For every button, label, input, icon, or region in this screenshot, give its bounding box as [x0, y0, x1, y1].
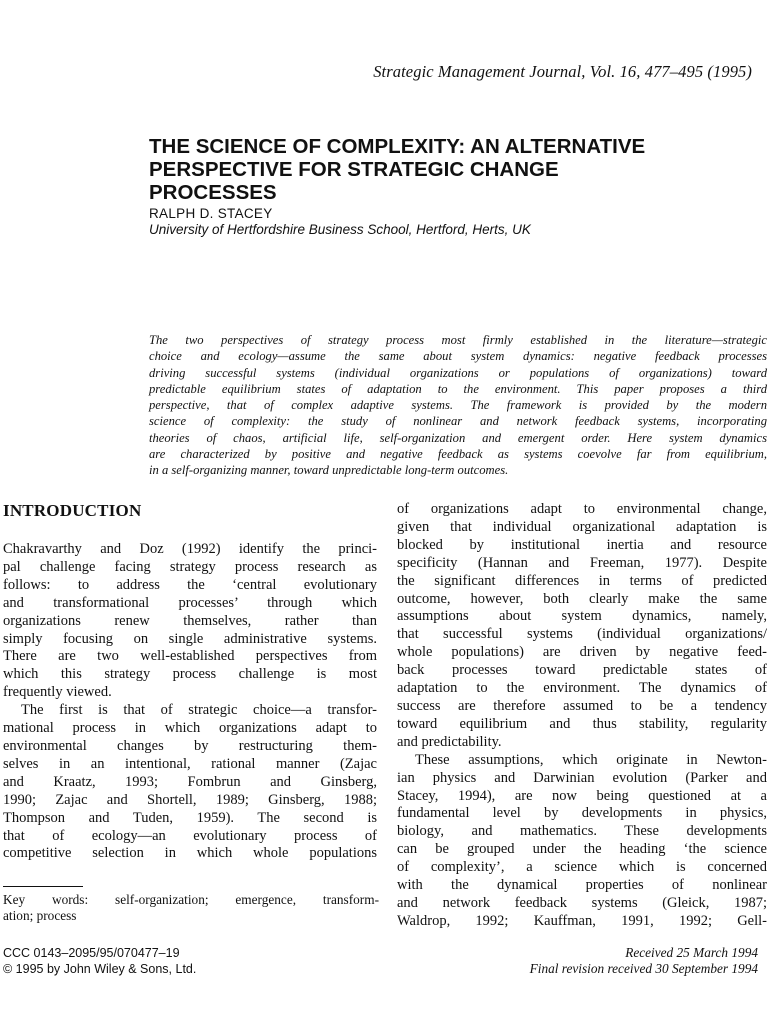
right-column: [397, 501, 767, 931]
body-line: simply focusing on single administrative systems.: [3, 630, 377, 647]
body-line: that successful systems (individual organizations/: [397, 626, 767, 643]
abstract-line: perspective, that of complex adaptive systems. The framework is provided by the modern: [149, 398, 767, 413]
received-line: Final revision received 30 September 1994: [529, 961, 758, 976]
body-line: biology, and mathematics. These developments: [397, 823, 767, 840]
abstract-line: science of complexity: the study of nonlinear and network feedback systems, incorporating: [149, 414, 767, 429]
body-line: mational process in which organizations adapt to: [3, 720, 377, 737]
abstract: [149, 332, 767, 479]
keywords: [3, 892, 379, 924]
body-line: specificity (Hannan and Freeman, 1977). Despite: [397, 554, 767, 571]
body-line: with the dynamical properties of nonlinear: [397, 877, 767, 894]
body-line: Thompson and Tuden, 1959). The second is: [3, 809, 377, 826]
body-line: whole populations) are driven by negative feed-: [397, 644, 767, 661]
body-line: given that individual organizational adaptation is: [397, 518, 767, 535]
title-line: PERSPECTIVE FOR STRATEGIC CHANGE: [149, 158, 559, 181]
abstract-line: driving successful systems (individual organizations or populations of organizations) toward: [149, 365, 767, 380]
abstract-line: The two perspectives of strategy process most firmly established in the literature—strategic: [149, 333, 767, 347]
received-line: Received 25 March 1994: [625, 945, 758, 960]
body-line: that of ecology—an evolutionary process of: [3, 827, 377, 844]
body-line: and transformational processes’ through which: [3, 594, 377, 611]
body-line: success are therefore assumed to be a tendency: [397, 697, 767, 714]
title-line: PROCESSES: [149, 181, 277, 204]
abstract-line: choice and ecology—assume the same about system dynamics: negative feedback processes: [149, 349, 767, 364]
abstract-line: in a self-organizing manner, toward unpredictable long-term outcomes.: [149, 463, 509, 478]
abstract-line: predictable equilibrium states of adaptation to the environment. This paper proposes a third: [149, 381, 767, 396]
body-line: of complexity’, a science which is concerned: [397, 859, 767, 876]
body-line: blocked by institutional inertia and resource: [397, 536, 767, 553]
body-line: Stacey, 1994), are now being questioned at a: [397, 787, 767, 804]
body-line: selves in an intentional, rational manner (Zajac: [3, 755, 377, 772]
body-line: The first is that of strategic choice—a transfor-: [21, 702, 377, 719]
body-line: can be grouped under the heading ‘the science: [397, 841, 767, 858]
copyright-notice: [3, 945, 196, 977]
keywords-line: ation; process: [3, 908, 77, 924]
body-line: and predictability.: [397, 733, 502, 750]
author-affiliation: University of Hertfordshire Business School, Hertford, Herts, UK: [149, 222, 531, 237]
abstract-line: theories of chaos, artificial life, self-organization and emergent order. Here system dynamics: [149, 430, 767, 445]
left-column: [3, 501, 377, 863]
body-line: which this strategy process challenge is most: [3, 666, 377, 683]
section-heading: INTRODUCTION: [3, 501, 142, 520]
journal-citation: Strategic Management Journal, Vol. 16, 477–495 (1995): [373, 62, 752, 81]
body-line: and network feedback systems (Gleick, 1987;: [397, 894, 767, 911]
body-line: organizations renew themselves, rather than: [3, 612, 377, 629]
body-line: There are two well-established perspectives from: [3, 648, 377, 665]
body-line: adaptation to the environment. The dynamics of: [397, 680, 767, 697]
keywords-line: Key words: self-organization; emergence, transform-: [3, 892, 379, 907]
body-line: competitive selection in which whole populations: [3, 845, 377, 862]
body-line: toward equilibrium and thus stability, regularity: [397, 715, 767, 732]
body-line: These assumptions, which originate in Newton-: [415, 751, 767, 768]
body-line: the significant differences in terms of predicted: [397, 572, 767, 589]
title-line: THE SCIENCE OF COMPLEXITY: AN ALTERNATIVE: [149, 135, 646, 158]
received-dates: [530, 945, 758, 977]
copyright-line: © 1995 by John Wiley & Sons, Ltd.: [3, 962, 197, 976]
body-line: and Kraatz, 1993; Fombrun and Ginsberg,: [3, 773, 377, 790]
body-line: of organizations adapt to environmental change,: [397, 501, 767, 517]
body-line: environmental changes by restructuring them-: [3, 737, 377, 754]
article-title: [149, 135, 759, 204]
body-line: 1990; Zajac and Shortell, 1989; Ginsberg, 1988;: [3, 791, 377, 808]
body-line: ian physics and Darwinian evolution (Parker and: [397, 769, 767, 786]
body-line: back processes toward predictable states of: [397, 662, 767, 679]
body-line: outcome, however, both clearly make the same: [397, 590, 767, 607]
abstract-line: are characterized by positive and negative feedback as systems coevolve far from equilibrium,: [149, 447, 767, 462]
footnote-divider: [3, 886, 83, 887]
body-line: pal challenge facing strategy process research as: [3, 558, 377, 575]
body-line: follows: to address the ‘central evolutionary: [3, 576, 377, 593]
author-name: RALPH D. STACEY: [149, 206, 273, 221]
body-line: Chakravarthy and Doz (1992) identify the princi-: [3, 541, 377, 557]
body-line: assumptions about system dynamics, namely,: [397, 608, 767, 625]
body-line: fundamental level by developments in physics,: [397, 805, 767, 822]
copyright-line: CCC 0143–2095/95/070477–19: [3, 946, 180, 960]
body-line: frequently viewed.: [3, 684, 112, 701]
body-line: Waldrop, 1992; Kauffman, 1991, 1992; Gell-: [397, 912, 767, 929]
